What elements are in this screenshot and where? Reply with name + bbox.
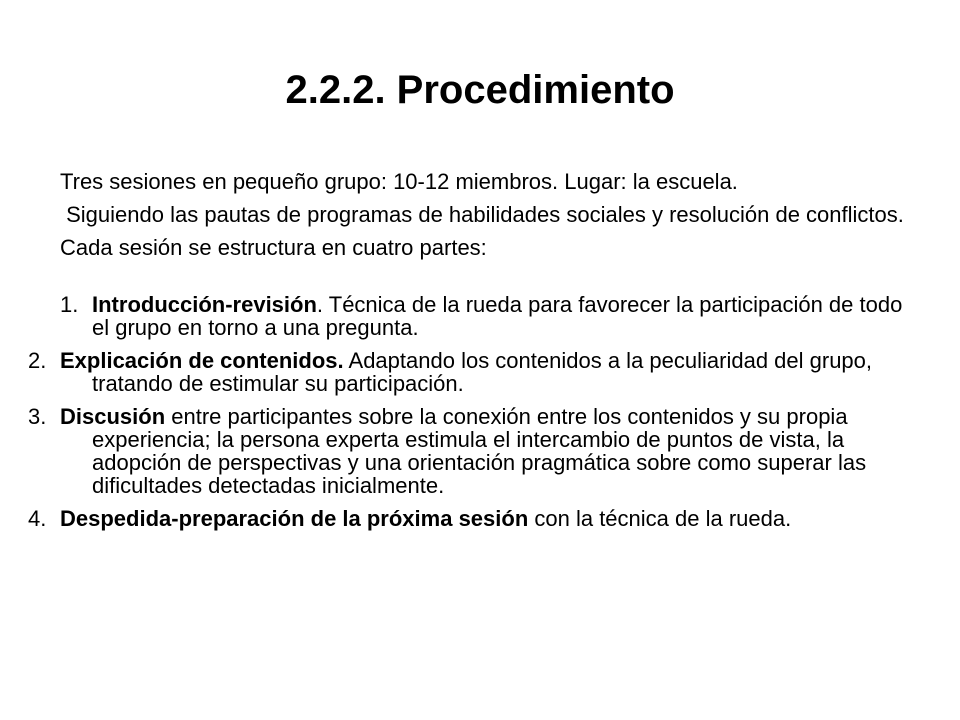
step-heading: Despedida-preparación de la próxima sesión [60,506,529,531]
slide-title: 2.2.2. Procedimiento [285,68,675,112]
step-item-3: 3. Discusión entre participantes sobre la conexión entre los contenidos y su propia experiencia; la persona experta estimula el intercambio de puntos de vista, la adopción de perspectivas y una orientación pragmática sobre como superar las dificultades detectadas inicialmente. [28,404,867,498]
step-description: con la técnica de la rueda. [528,506,792,531]
slide-body [28,169,910,540]
intro-line-guidelines: Siguiendo las pautas de programas de habilidades sociales y resolución de conflictos. [60,202,904,227]
step-item-4: 4. Despedida-preparación de la próxima sesión con la técnica de la rueda. [28,506,792,531]
intro-line-sessions: Tres sesiones en pequeño grupo: 10-12 miembros. Lugar: la escuela. [60,169,738,194]
step-item-2: 2. Explicación de contenidos. Adaptando los contenidos a la peculiaridad del grupo, tratando de estimular su participación. [28,348,873,396]
step-description: entre participantes sobre la conexión entre los contenidos y su propia experiencia; la persona experta estimula el intercambio de puntos de vista, la adopción de perspectivas y una orientación pragmática sobre como superar las dificultades detectadas inicialmente. [92,404,867,498]
step-item-1 [60,293,910,339]
intro-line-structure: Cada sesión se estructura en cuatro partes: [60,235,487,260]
step-description: Adaptando los contenidos a la peculiaridad del grupo, tratando de estimular su participación. [92,348,873,396]
step-description: . Técnica de la rueda para favorecer la participación de todo el grupo en torno a una pregunta. [92,292,903,340]
step-heading: Introducción-revisión [92,292,317,317]
step-heading: Explicación de contenidos. [60,348,344,373]
step-heading: Discusión [60,404,166,429]
step-number: 1. [60,292,79,317]
